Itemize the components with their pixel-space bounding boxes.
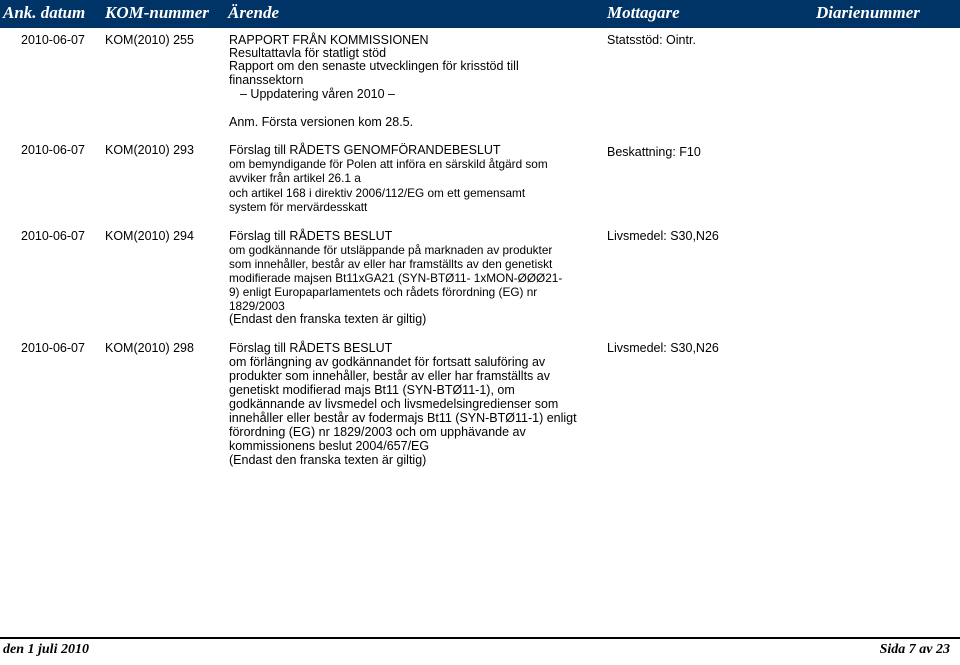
row-text-line: 1829/2003	[229, 299, 285, 313]
row-text-line: system för mervärdesskatt	[229, 200, 368, 214]
row-mottagare: Livsmedel: S30,N26	[607, 341, 719, 355]
table-header	[0, 0, 960, 28]
row-title: RAPPORT FRÅN KOMMISSIONEN	[229, 33, 429, 47]
row-note: (Endast den franska texten är giltig)	[229, 312, 427, 326]
row-text-line: avviker från artikel 26.1 a	[229, 171, 361, 185]
row-text-line: innehåller eller består av fodermajs Bt11 (SYN-BTØ11-1) enligt	[229, 411, 577, 425]
row-text-line: – Uppdatering våren 2010 –	[240, 87, 395, 101]
row-note: Anm. Första versionen kom 28.5.	[229, 115, 414, 129]
row-text-line: och artikel 168 i direktiv 2006/112/EG om ett gemensamt	[229, 186, 526, 200]
row-kom-number: KOM(2010) 293	[105, 143, 194, 157]
row-text-line: kommissionens beslut 2004/657/EG	[229, 439, 430, 453]
header-diarienummer: Diarienummer	[816, 3, 920, 22]
row-date: 2010-06-07	[21, 229, 85, 243]
header-mottagare: Mottagare	[607, 3, 680, 22]
header-date: Ank. datum	[3, 3, 86, 22]
row-text-line: Rapport om den senaste utvecklingen för krisstöd till	[229, 59, 519, 73]
row-date: 2010-06-07	[21, 341, 85, 355]
row-text-line: Resultattavla för statligt stöd	[229, 46, 387, 60]
row-date: 2010-06-07	[21, 33, 85, 47]
row-mottagare: Beskattning: F10	[607, 145, 701, 159]
footer-divider	[0, 637, 960, 639]
row-date: 2010-06-07	[21, 143, 85, 157]
row-text-line: modifierade majsen Bt11xGA21 (SYN-BTØ11- 1xMON-ØØØ21-	[229, 271, 563, 285]
row-text-line: om godkännande för utsläppande på marknaden av produkter	[229, 243, 553, 257]
row-title: Förslag till RÅDETS BESLUT	[229, 341, 393, 355]
row-text-line: godkännande av livsmedel och livsmedelsingredienser som	[229, 397, 559, 411]
row-kom-number: KOM(2010) 298	[105, 341, 194, 355]
row-text-line: 9) enligt Europaparlamentets och rådets förordning (EG) nr	[229, 285, 538, 299]
row-note: (Endast den franska texten är giltig)	[229, 453, 427, 467]
row-title: Förslag till RÅDETS GENOMFÖRANDEBESLUT	[229, 143, 501, 157]
header-arende: Ärende	[228, 3, 279, 22]
row-mottagare: Statsstöd: Ointr.	[607, 33, 696, 47]
row-text-line: genetiskt modifierad majs Bt11 (SYN-BTØ11-1), om	[229, 383, 515, 397]
footer-date: den 1 juli 2010	[3, 642, 89, 657]
row-text-line: förordning (EG) nr 1829/2003 och om upphävande av	[229, 425, 526, 439]
row-text-line: som innehåller, består av eller har framställts av den genetiskt	[229, 257, 553, 271]
row-text-line: om förlängning av godkännandet för fortsatt saluföring av	[229, 355, 546, 369]
row-text-line: finanssektorn	[229, 73, 304, 87]
row-text-line: produkter som innehåller, består av eller har framställts av	[229, 369, 550, 383]
footer-page-number: Sida 7 av 23	[879, 642, 950, 657]
row-text-line: om bemyndigande för Polen att införa en särskild åtgärd som	[229, 157, 548, 171]
row-title: Förslag till RÅDETS BESLUT	[229, 229, 393, 243]
row-kom-number: KOM(2010) 255	[105, 33, 194, 47]
header-kom-number: KOM-nummer	[105, 3, 209, 22]
row-mottagare: Livsmedel: S30,N26	[607, 229, 719, 243]
row-kom-number: KOM(2010) 294	[105, 229, 194, 243]
